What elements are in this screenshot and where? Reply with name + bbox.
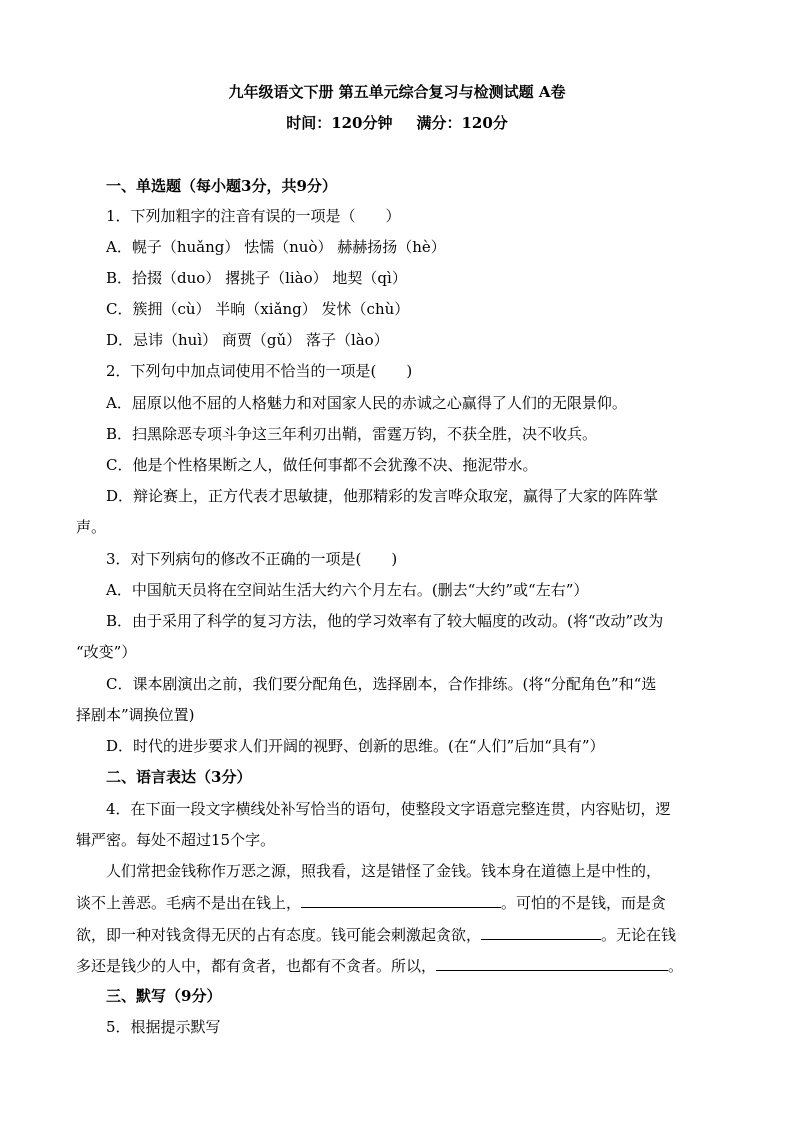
section-1-heading: 一、单选题（每小题3分，共9分）	[106, 177, 337, 195]
passage-line-2-text: 谈不上善恶。毛病不是出在钱上，	[76, 894, 302, 912]
question-3-option-b: B．由于采用了科学的复习方法，他的学习效率有了较大幅度的改动。(将“改动”改为	[106, 612, 664, 630]
section-3-heading: 三、默写（9分）	[106, 987, 222, 1005]
passage-line-3-text: 欲，即一种对钱贪得无厌的占有态度。钱可能会刺激起贪欲，	[76, 926, 482, 944]
question-2-stem: 2．下列句中加点词使用不恰当的一项是( )	[106, 362, 413, 380]
question-2-option-b: B．扫黑除恶专项斗争这三年利刃出鞘，雷霆万钧，不获全胜，决不收兵。	[106, 425, 598, 443]
question-5-stem: 5．根据提示默写	[106, 1018, 221, 1036]
passage-line-2	[76, 892, 666, 913]
passage-line-1: 人们常把金钱称作万恶之源，照我看，这是错怪了金钱。钱本身在道德上是中性的，	[106, 862, 662, 880]
question-2-option-d-cont: 声。	[76, 518, 107, 536]
question-4-stem-cont: 辑严密。每处不超过15个字。	[76, 831, 276, 849]
question-3-option-d: D．时代的进步要求人们开阔的视野、创新的思维。(在“人们”后加“具有”）	[106, 737, 605, 755]
question-4-stem: 4．在下面一段文字横线处补写恰当的语句，使整段文字语意完整连贯，内容贴切，逻	[106, 800, 671, 818]
question-2-option-d: D．辩论赛上，正方代表才思敏捷，他那精彩的发言哗众取宠，赢得了大家的阵阵掌	[106, 487, 659, 505]
answer-blank-3[interactable]	[436, 955, 668, 971]
section-2-heading: 二、语言表达（3分）	[106, 768, 252, 786]
question-1-stem: 1．下列加粗字的注音有误的一项是（ ）	[106, 207, 401, 225]
question-2-option-a: A．屈原以他不屈的人格魅力和对国家人民的赤诚之心赢得了人们的无限景仰。	[106, 394, 627, 412]
passage-line-4-text: 多还是钱少的人中，都有贪者，也都有不贪者。所以，	[76, 957, 437, 975]
exam-score: 满分：120分	[416, 114, 508, 132]
question-1-option-d: D．忌讳（huì） 商贾（gǔ） 落子（lào）	[106, 331, 389, 349]
passage-line-4	[76, 955, 683, 976]
question-3-option-c-cont: 择剧本”调换位置)	[76, 706, 195, 724]
question-2-option-c: C．他是个性格果断之人，做任何事都不会犹豫不决、拖泥带水。	[106, 456, 538, 474]
question-1-option-c: C．簇拥（cù） 半晌（xiǎng） 发怵（chù）	[106, 300, 410, 318]
question-3-stem: 3．对下列病句的修改不正确的一项是( )	[106, 550, 398, 568]
question-1-option-b: B．拾掇（duo） 撂挑子（liào） 地契（qì）	[106, 269, 407, 287]
passage-line-4-tail: 。	[668, 957, 684, 975]
passage-line-2-tail: 。可怕的不是钱，而是贪	[501, 894, 667, 912]
question-1-option-a: A．幌子（huǎng） 怯懦（nuò） 赫赫扬扬（hè）	[106, 238, 446, 256]
exam-meta	[0, 113, 794, 133]
exam-time: 时间：120分钟	[286, 114, 393, 132]
passage-line-3-tail: 。无论在钱	[601, 926, 677, 944]
question-3-option-a: A．中国航天员将在空间站生活大约六个月左右。(删去“大约”或“左右”）	[106, 581, 589, 599]
question-3-option-b-cont: “改变”）	[76, 643, 137, 661]
answer-blank-1[interactable]	[301, 892, 501, 908]
question-3-option-c: C．课本剧演出之前，我们要分配角色，选择剧本，合作排练。(将“分配角色”和“选	[106, 675, 657, 693]
passage-line-3	[76, 924, 676, 945]
exam-title: 九年级语文下册 第五单元综合复习与检测试题 A卷	[228, 83, 566, 101]
answer-blank-2[interactable]	[481, 924, 601, 940]
